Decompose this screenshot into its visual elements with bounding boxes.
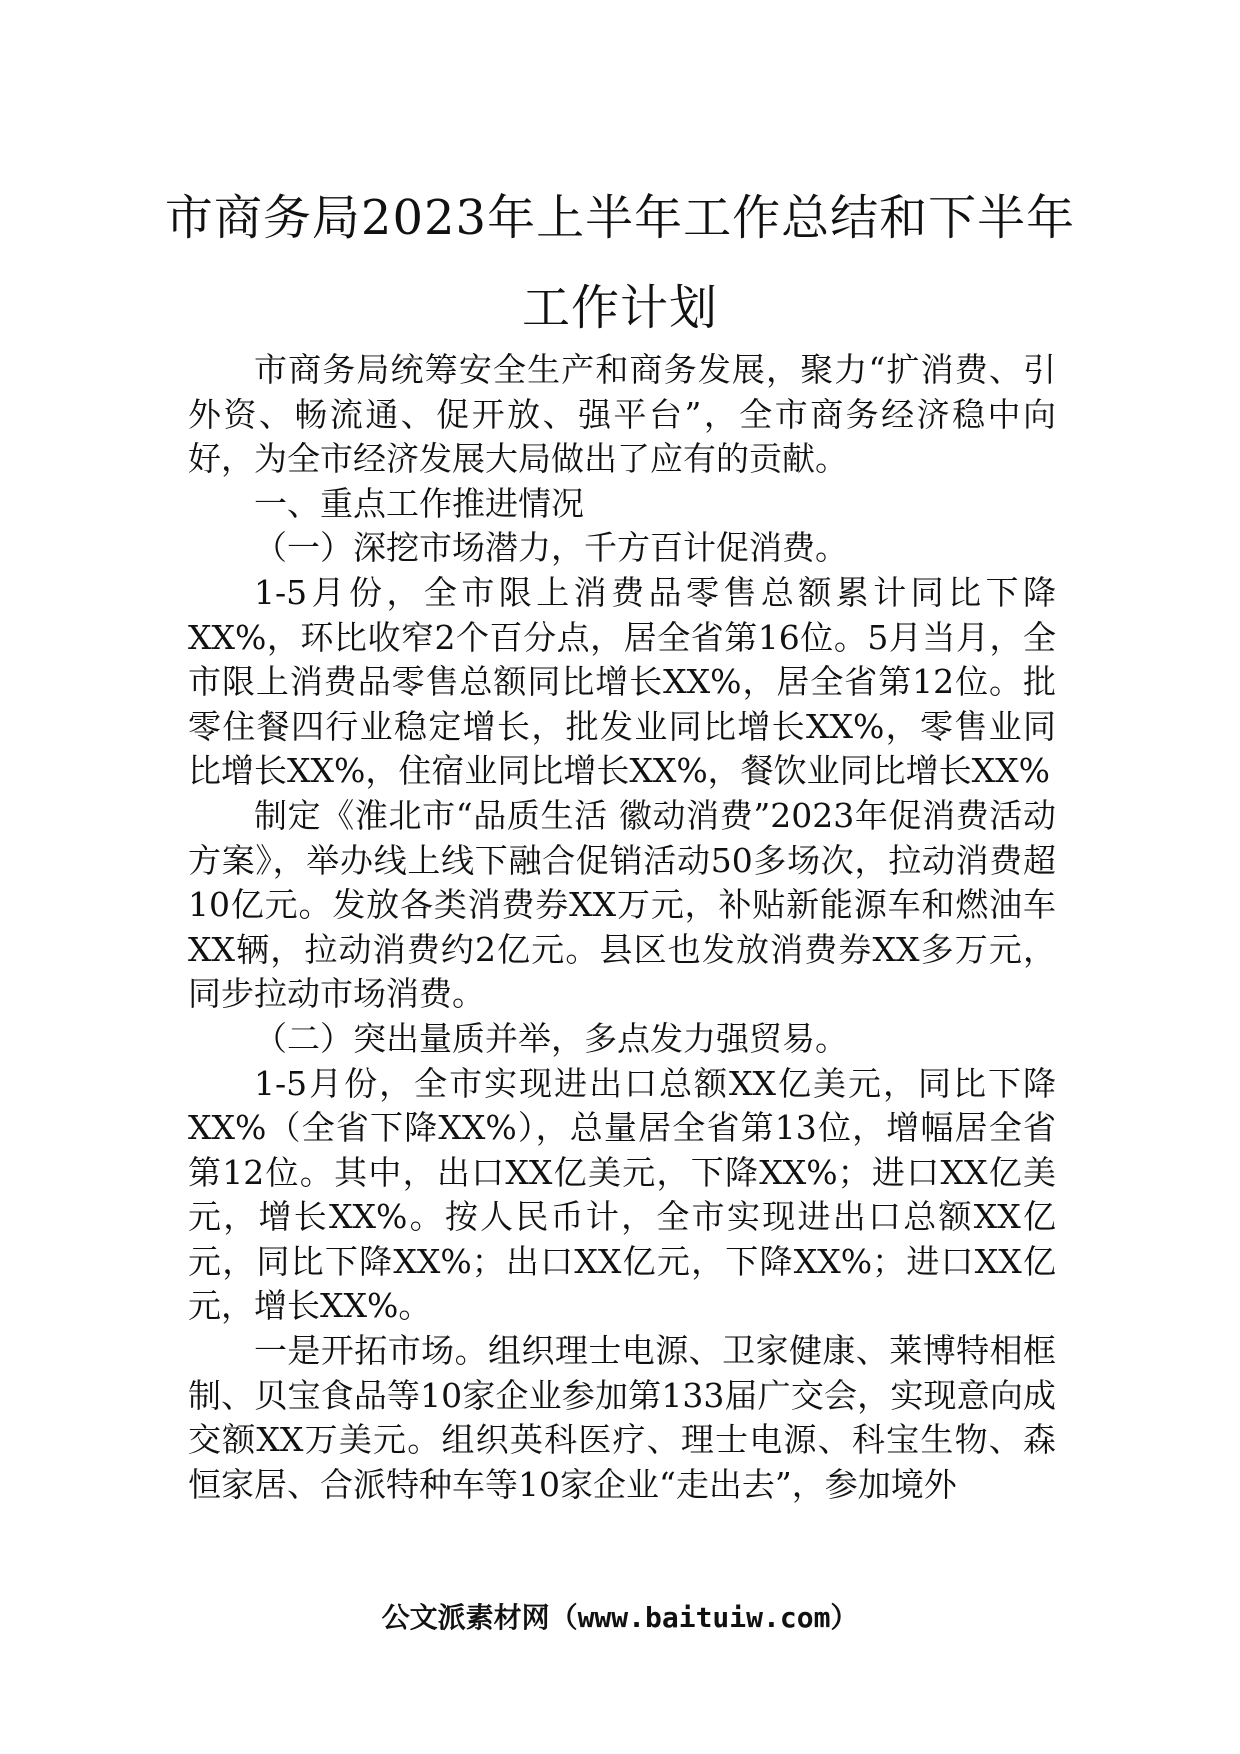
subsection-heading-1: （一）深挖市场潜力，千方百计促消费。 <box>254 528 848 568</box>
body-paragraph: 一是开拓市场。组织理士电源、卫家健康、莱博特相框制、贝宝食品等10家企业参加第133届广交会，实现意向成交额XX万美元。组织英科医疗、理士电源、科宝生物、森恒家居、合派特种车等10家企业“走出去”，参加境外 <box>188 1331 1056 1504</box>
footer-watermark-text: 公文派素材网（www.baituiw.com） <box>381 1601 859 1634</box>
intro-paragraph: 市商务局统筹安全生产和商务发展，聚力“扩消费、引外资、畅流通、促开放、强平台”，全市商务经济稳中向好，为全市经济发展大局做出了应有的贡献。 <box>188 350 1056 479</box>
document-body <box>188 348 1056 1507</box>
subsection-heading-2: （二）突出量质并举，多点发力强贸易。 <box>254 1018 848 1058</box>
body-paragraph: 1-5月份，全市限上消费品零售总额累计同比下降XX%，环比收窄2个百分点，居全省第16位。5月当月，全市限上消费品零售总额同比增长XX%，居全省第12位。批零住餐四行业稳定增长，批发业同比增长XX%，零售业同比增长XX%，住宿业同比增长XX%，餐饮业同比增长XX% <box>188 572 1056 791</box>
body-paragraph: 制定《淮北市“品质生活 徽动消费”2023年促消费活动方案》，举办线上线下融合促销活动50多场次，拉动消费超10亿元。发放各类消费券XX万元，补贴新能源车和燃油车XX辆，拉动消费约2亿元。县区也发放消费券XX多万元，同步拉动市场消费。 <box>188 795 1056 1014</box>
document-title-line-1: 市商务局2023年上半年工作总结和下半年 <box>164 190 1076 246</box>
document-title-line-2: 工作计划 <box>521 280 718 336</box>
body-paragraph: 1-5月份，全市实现进出口总额XX亿美元，同比下降XX%（全省下降XX%），总量居全省第13位，增幅居全省第12位。其中，出口XX亿美元，下降XX%；进口XX亿美元，增长XX%。按人民币计，全市实现进出口总额XX亿元，同比下降XX%；出口XX亿元，下降XX%；进口XX亿元，增长XX%。 <box>188 1063 1056 1326</box>
section-heading-1: 一、重点工作推进情况 <box>254 483 584 523</box>
